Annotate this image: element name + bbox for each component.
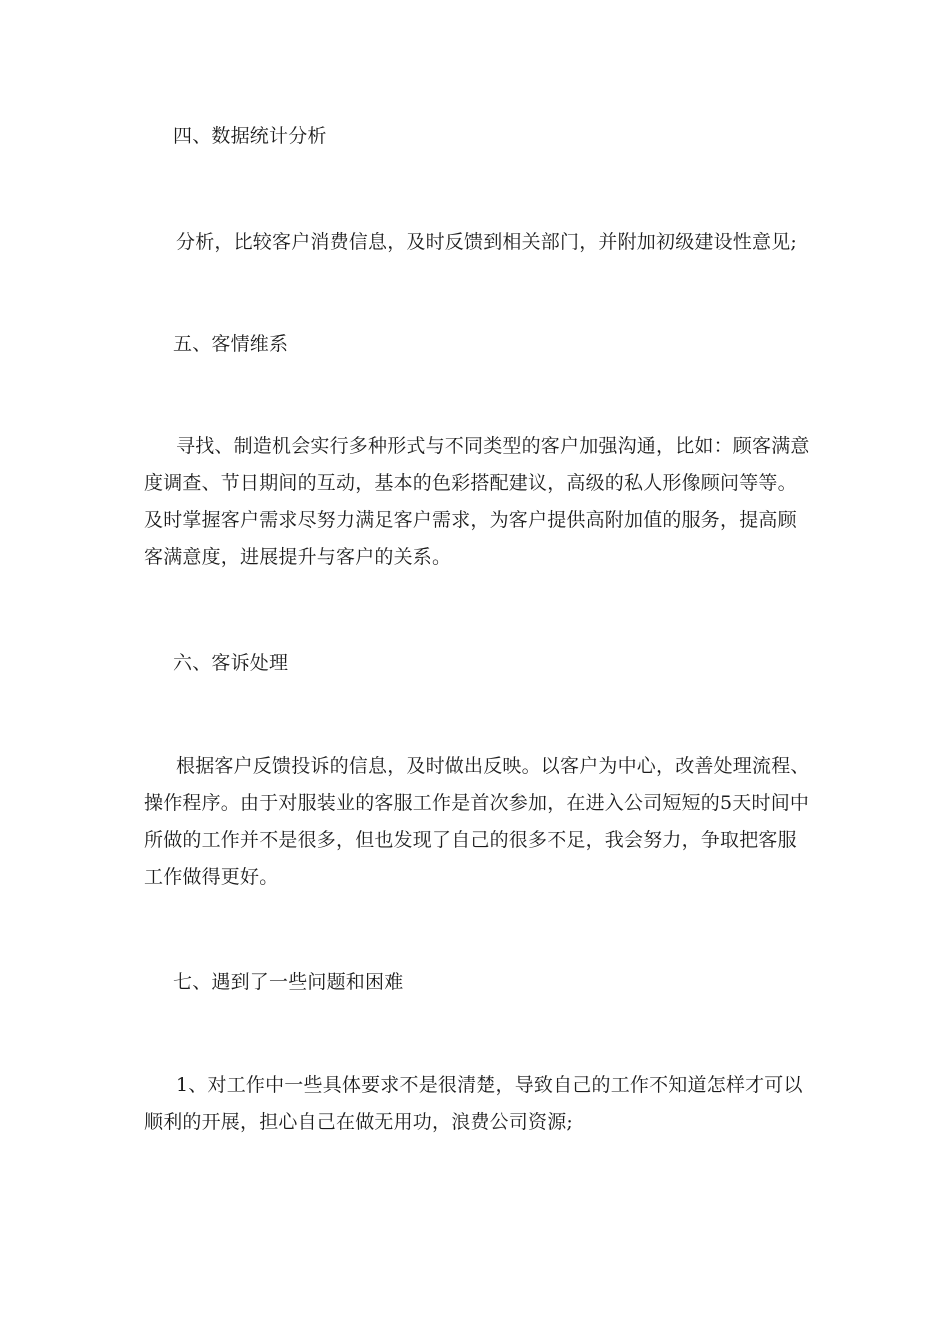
section-heading-7: 七、遇到了一些问题和困难 bbox=[173, 971, 404, 993]
section-heading-4: 四、数据统计分析 bbox=[173, 125, 327, 147]
section-heading-6: 六、客诉处理 bbox=[173, 652, 289, 674]
section-paragraph-5: 寻找、制造机会实行多种形式与不同类型的客户加强沟通，比如：顾客满意度调查、节日期间的互动，基本的色彩搭配建议，高级的私人形像顾问等等。及时掌握客户需求尽努力满足客户需求，为客户提供高附加值的服务，提高顾客满意度，进展提升与客户的关系。 bbox=[144, 435, 810, 568]
section-paragraph-6: 根据客户反馈投诉的信息，及时做出反映。以客户为中心，改善处理流程、操作程序。由于对服装业的客服工作是首次参加，在进入公司短短的5天时间中所做的工作并不是很多，但也发现了自己的很多不足，我会努力，争取把客服工作做得更好。 bbox=[144, 755, 810, 888]
section-paragraph-7: 1、对工作中一些具体要求不是很清楚，导致自己的工作不知道怎样才可以顺利的开展，担心自己在做无用功，浪费公司资源; bbox=[144, 1074, 803, 1133]
section-paragraph-4: 分析，比较客户消费信息，及时反馈到相关部门，并附加初级建设性意见; bbox=[176, 231, 798, 253]
section-heading-5: 五、客情维系 bbox=[173, 333, 289, 355]
